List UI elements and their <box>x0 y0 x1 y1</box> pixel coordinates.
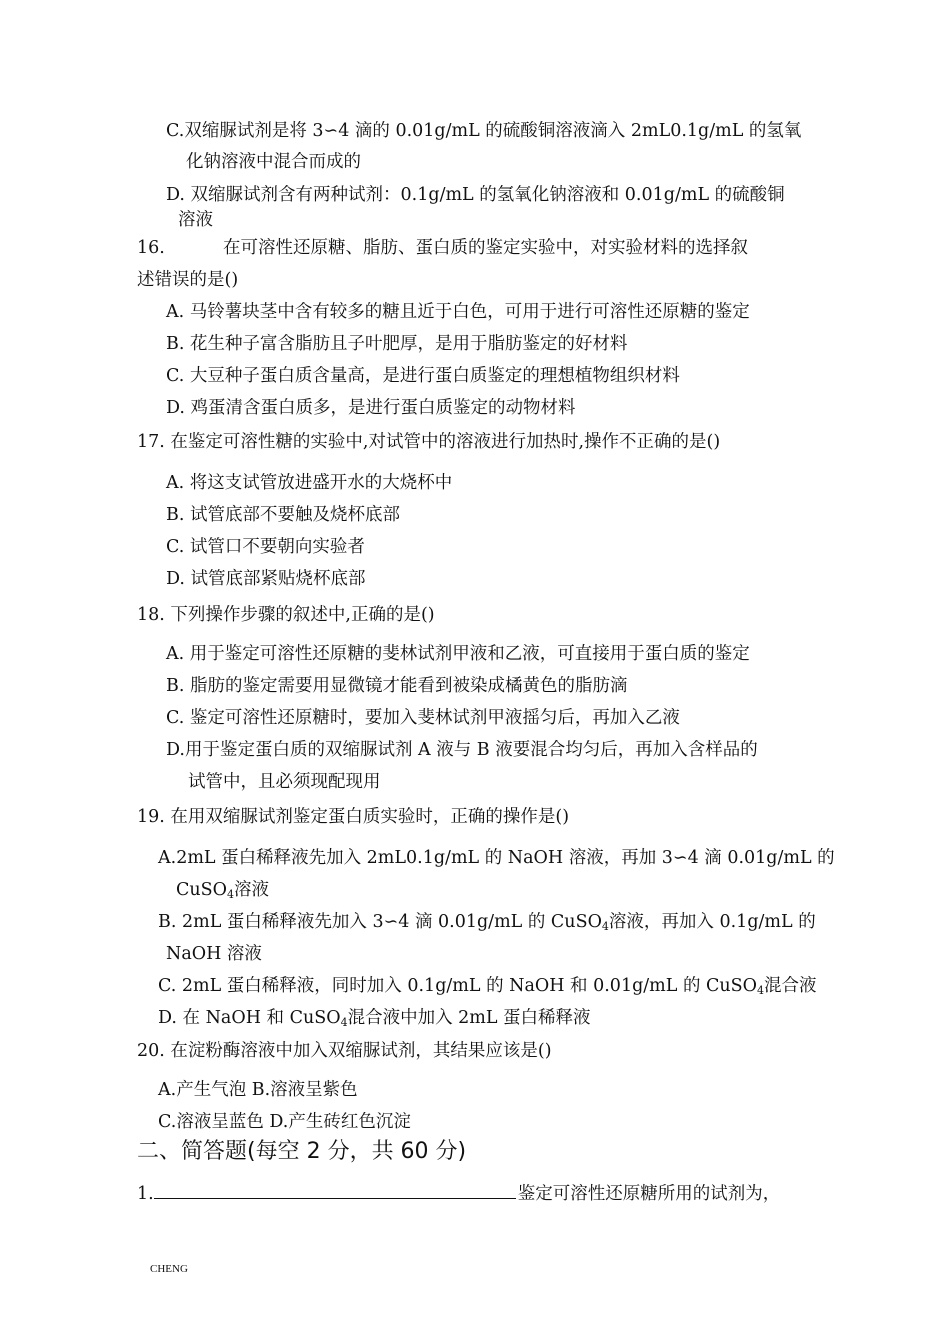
q17-stem: 17. 在鉴定可溶性糖的实验中,对试管中的溶液进行加热时,操作不正确的是() <box>137 432 721 452</box>
q17-option-a: A. 将这支试管放进盛开水的大烧杯中 <box>166 473 453 493</box>
q19-option-c <box>158 975 817 997</box>
q19-option-a-line2 <box>176 879 269 901</box>
q19-option-d <box>158 1007 591 1029</box>
q18-option-c: C. 鉴定可溶性还原糖时，要加入斐林试剂甲液摇匀后，再加入乙液 <box>166 708 680 728</box>
q15-option-c-line1: C.双缩脲试剂是将 3∽4 滴的 0.01g/mL 的硫酸铜溶液滴入 2mL0.1g/mL 的氢氧 <box>166 121 802 141</box>
q20-options-ab: A.产生气泡 B.溶液呈紫色 <box>158 1080 358 1100</box>
q15-option-d-line2: 溶液 <box>178 210 213 230</box>
section2-q1-text: 鉴定可溶性还原糖所用的试剂为， <box>517 1184 781 1204</box>
q19-option-a-line1: A.2mL 蛋白稀释液先加入 2mL0.1g/mL 的 NaOH 溶液，再加 3∽4 滴 0.01g/mL 的 <box>158 848 835 868</box>
q19-a-suffix: 溶液 <box>234 880 269 900</box>
q18-stem: 18. 下列操作步骤的叙述中,正确的是() <box>137 605 435 625</box>
q15-option-d-line1: D. 双缩脲试剂含有两种试剂：0.1g/mL 的氢氧化钠溶液和 0.01g/mL 的硫酸铜 <box>166 185 785 205</box>
q17-option-d: D. 试管底部紧贴烧杯底部 <box>166 569 366 589</box>
q19-stem: 19. 在用双缩脲试剂鉴定蛋白质实验时，正确的操作是() <box>137 807 570 827</box>
q15-option-c-line2: 化钠溶液中混合而成的 <box>186 152 361 172</box>
q16-number: 16. <box>137 238 165 258</box>
q18-option-d-line1: D.用于鉴定蛋白质的双缩脲试剂 A 液与 B 液要混合均匀后，再加入含样品的 <box>166 740 758 760</box>
footer-mark: CHENG <box>150 1263 188 1275</box>
q19-d-subscript: 4 <box>340 1016 348 1029</box>
answer-blank[interactable] <box>154 1180 516 1199</box>
q19-b-text: B. 2mL 蛋白稀释液先加入 3∽4 滴 0.01g/mL 的 CuSO <box>158 912 602 932</box>
q16-option-d: D. 鸡蛋清含蛋白质多，是进行蛋白质鉴定的动物材料 <box>166 398 576 418</box>
section2-q1-number: 1. <box>137 1184 154 1204</box>
q19-d-text: D. 在 NaOH 和 CuSO <box>158 1008 341 1028</box>
q16-option-a: A. 马铃薯块茎中含有较多的糖且近于白色，可用于进行可溶性还原糖的鉴定 <box>166 302 750 322</box>
q19-option-b-line1 <box>158 911 816 933</box>
q19-c-suffix: 混合液 <box>764 976 817 996</box>
q19-c-subscript: 4 <box>757 984 765 997</box>
q18-option-b: B. 脂肪的鉴定需要用显微镜才能看到被染成橘黄色的脂肪滴 <box>166 676 628 696</box>
q19-c-text: C. 2mL 蛋白稀释液，同时加入 0.1g/mL 的 NaOH 和 0.01g/mL 的 CuSO <box>158 976 758 996</box>
q16-stem-text: 在可溶性还原糖、脂肪、蛋白质的鉴定实验中，对实验材料的选择叙 <box>223 238 748 258</box>
q16-stem-line1 <box>137 237 748 259</box>
q16-option-b: B. 花生种子富含脂肪且子叶肥厚，是用于脂肪鉴定的好材料 <box>166 334 628 354</box>
q20-stem: 20. 在淀粉酶溶液中加入双缩脲试剂，其结果应该是() <box>137 1041 552 1061</box>
q17-option-c: C. 试管口不要朝向实验者 <box>166 537 365 557</box>
q19-option-b-line2: NaOH 溶液 <box>166 944 262 964</box>
q19-b-suffix: 溶液，再加入 0.1g/mL 的 <box>608 912 816 932</box>
q19-b-subscript: 4 <box>601 920 609 933</box>
q18-option-a: A. 用于鉴定可溶性还原糖的斐林试剂甲液和乙液，可直接用于蛋白质的鉴定 <box>166 644 750 664</box>
section2-heading: 二、简答题(每空 2 分，共 60 分) <box>137 1139 467 1164</box>
q18-option-d-line2: 试管中，且必须现配现用 <box>188 772 381 792</box>
q19-d-suffix: 混合液中加入 2mL 蛋白稀释液 <box>347 1008 591 1028</box>
section2-q1 <box>137 1180 780 1205</box>
q17-option-b: B. 试管底部不要触及烧杯底部 <box>166 505 400 525</box>
q16-stem-line2: 述错误的是() <box>137 270 239 290</box>
q20-options-cd: C.溶液呈蓝色 D.产生砖红色沉淀 <box>158 1112 411 1132</box>
q19-a-subscript: 4 <box>227 888 234 901</box>
q19-a-formula: CuSO <box>176 880 227 900</box>
q16-option-c: C. 大豆种子蛋白质含量高，是进行蛋白质鉴定的理想植物组织材料 <box>166 366 680 386</box>
